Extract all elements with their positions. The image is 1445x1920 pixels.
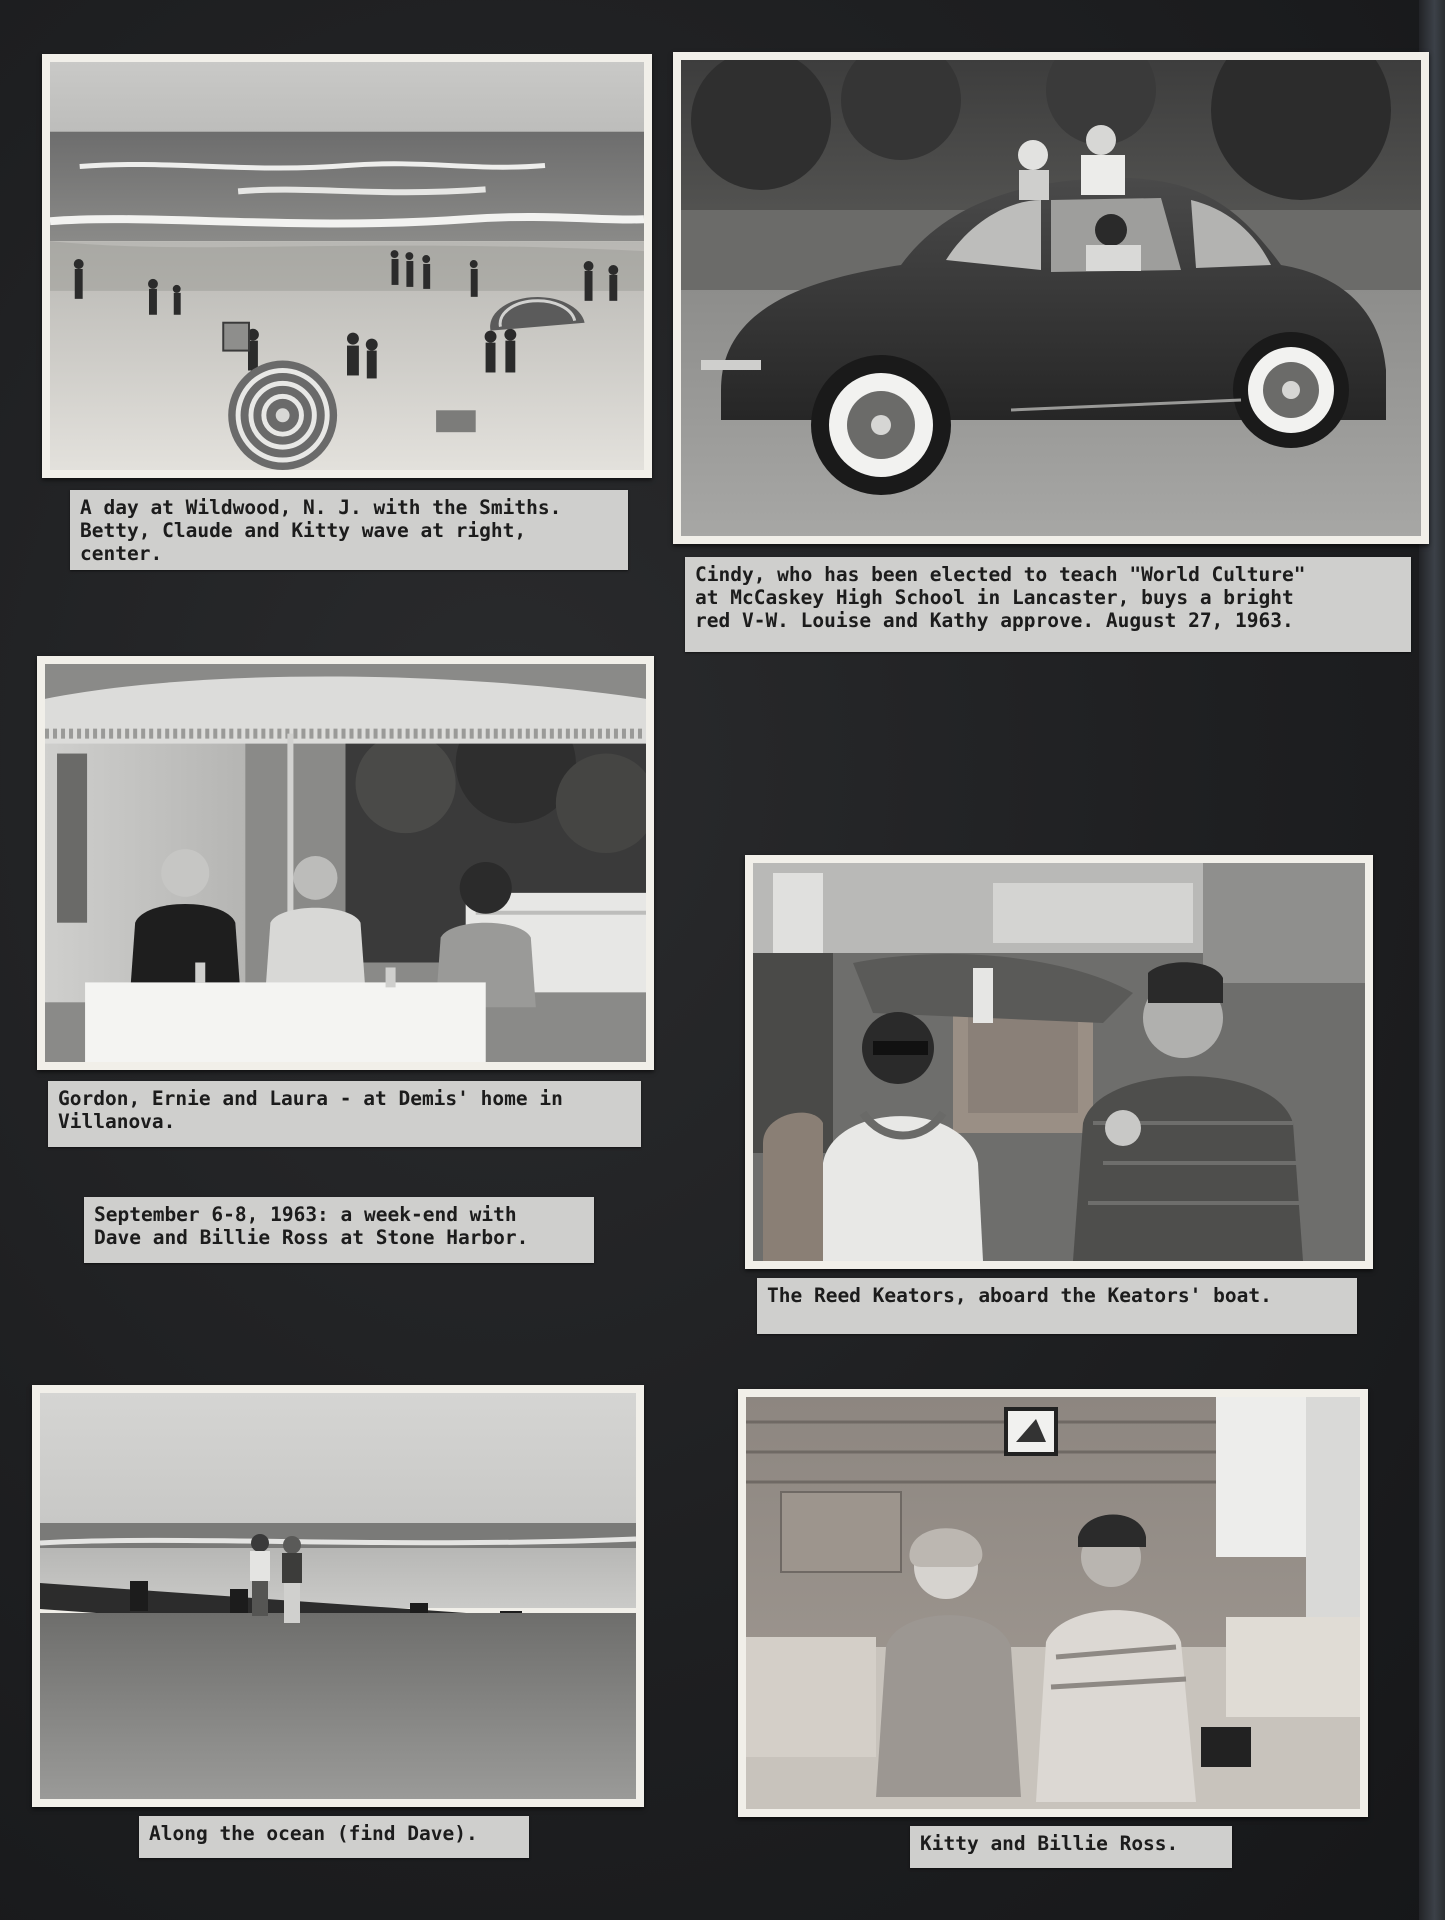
- caption-kitty: Kitty and Billie Ross.: [910, 1826, 1232, 1868]
- caption-keators: The Reed Keators, aboard the Keators' boat.: [757, 1278, 1357, 1334]
- photo-beach-wildwood: [42, 54, 652, 478]
- caption-gordon: Gordon, Ernie and Laura - at Demis' home in Villanova.: [48, 1081, 641, 1147]
- photo-ocean-seawall: [32, 1385, 644, 1807]
- caption-wildwood: A day at Wildwood, N. J. with the Smiths. Betty, Claude and Kitty wave at right, center.: [70, 490, 628, 570]
- caption-cindy: Cindy, who has been elected to teach "World Culture" at McCaskey High School in Lancaster, buys a bright red V-W. Louise and Kathy approve. August 27, 1963.: [685, 557, 1411, 652]
- photo-boat-cabin: [745, 855, 1373, 1269]
- caption-september: September 6-8, 1963: a week-end with Dave and Billie Ross at Stone Harbor.: [84, 1197, 594, 1263]
- photo-vw-beetle: [673, 52, 1429, 544]
- photo-patio-table: [37, 656, 654, 1070]
- caption-ocean: Along the ocean (find Dave).: [139, 1816, 529, 1858]
- photo-kitty-billie: [738, 1389, 1368, 1817]
